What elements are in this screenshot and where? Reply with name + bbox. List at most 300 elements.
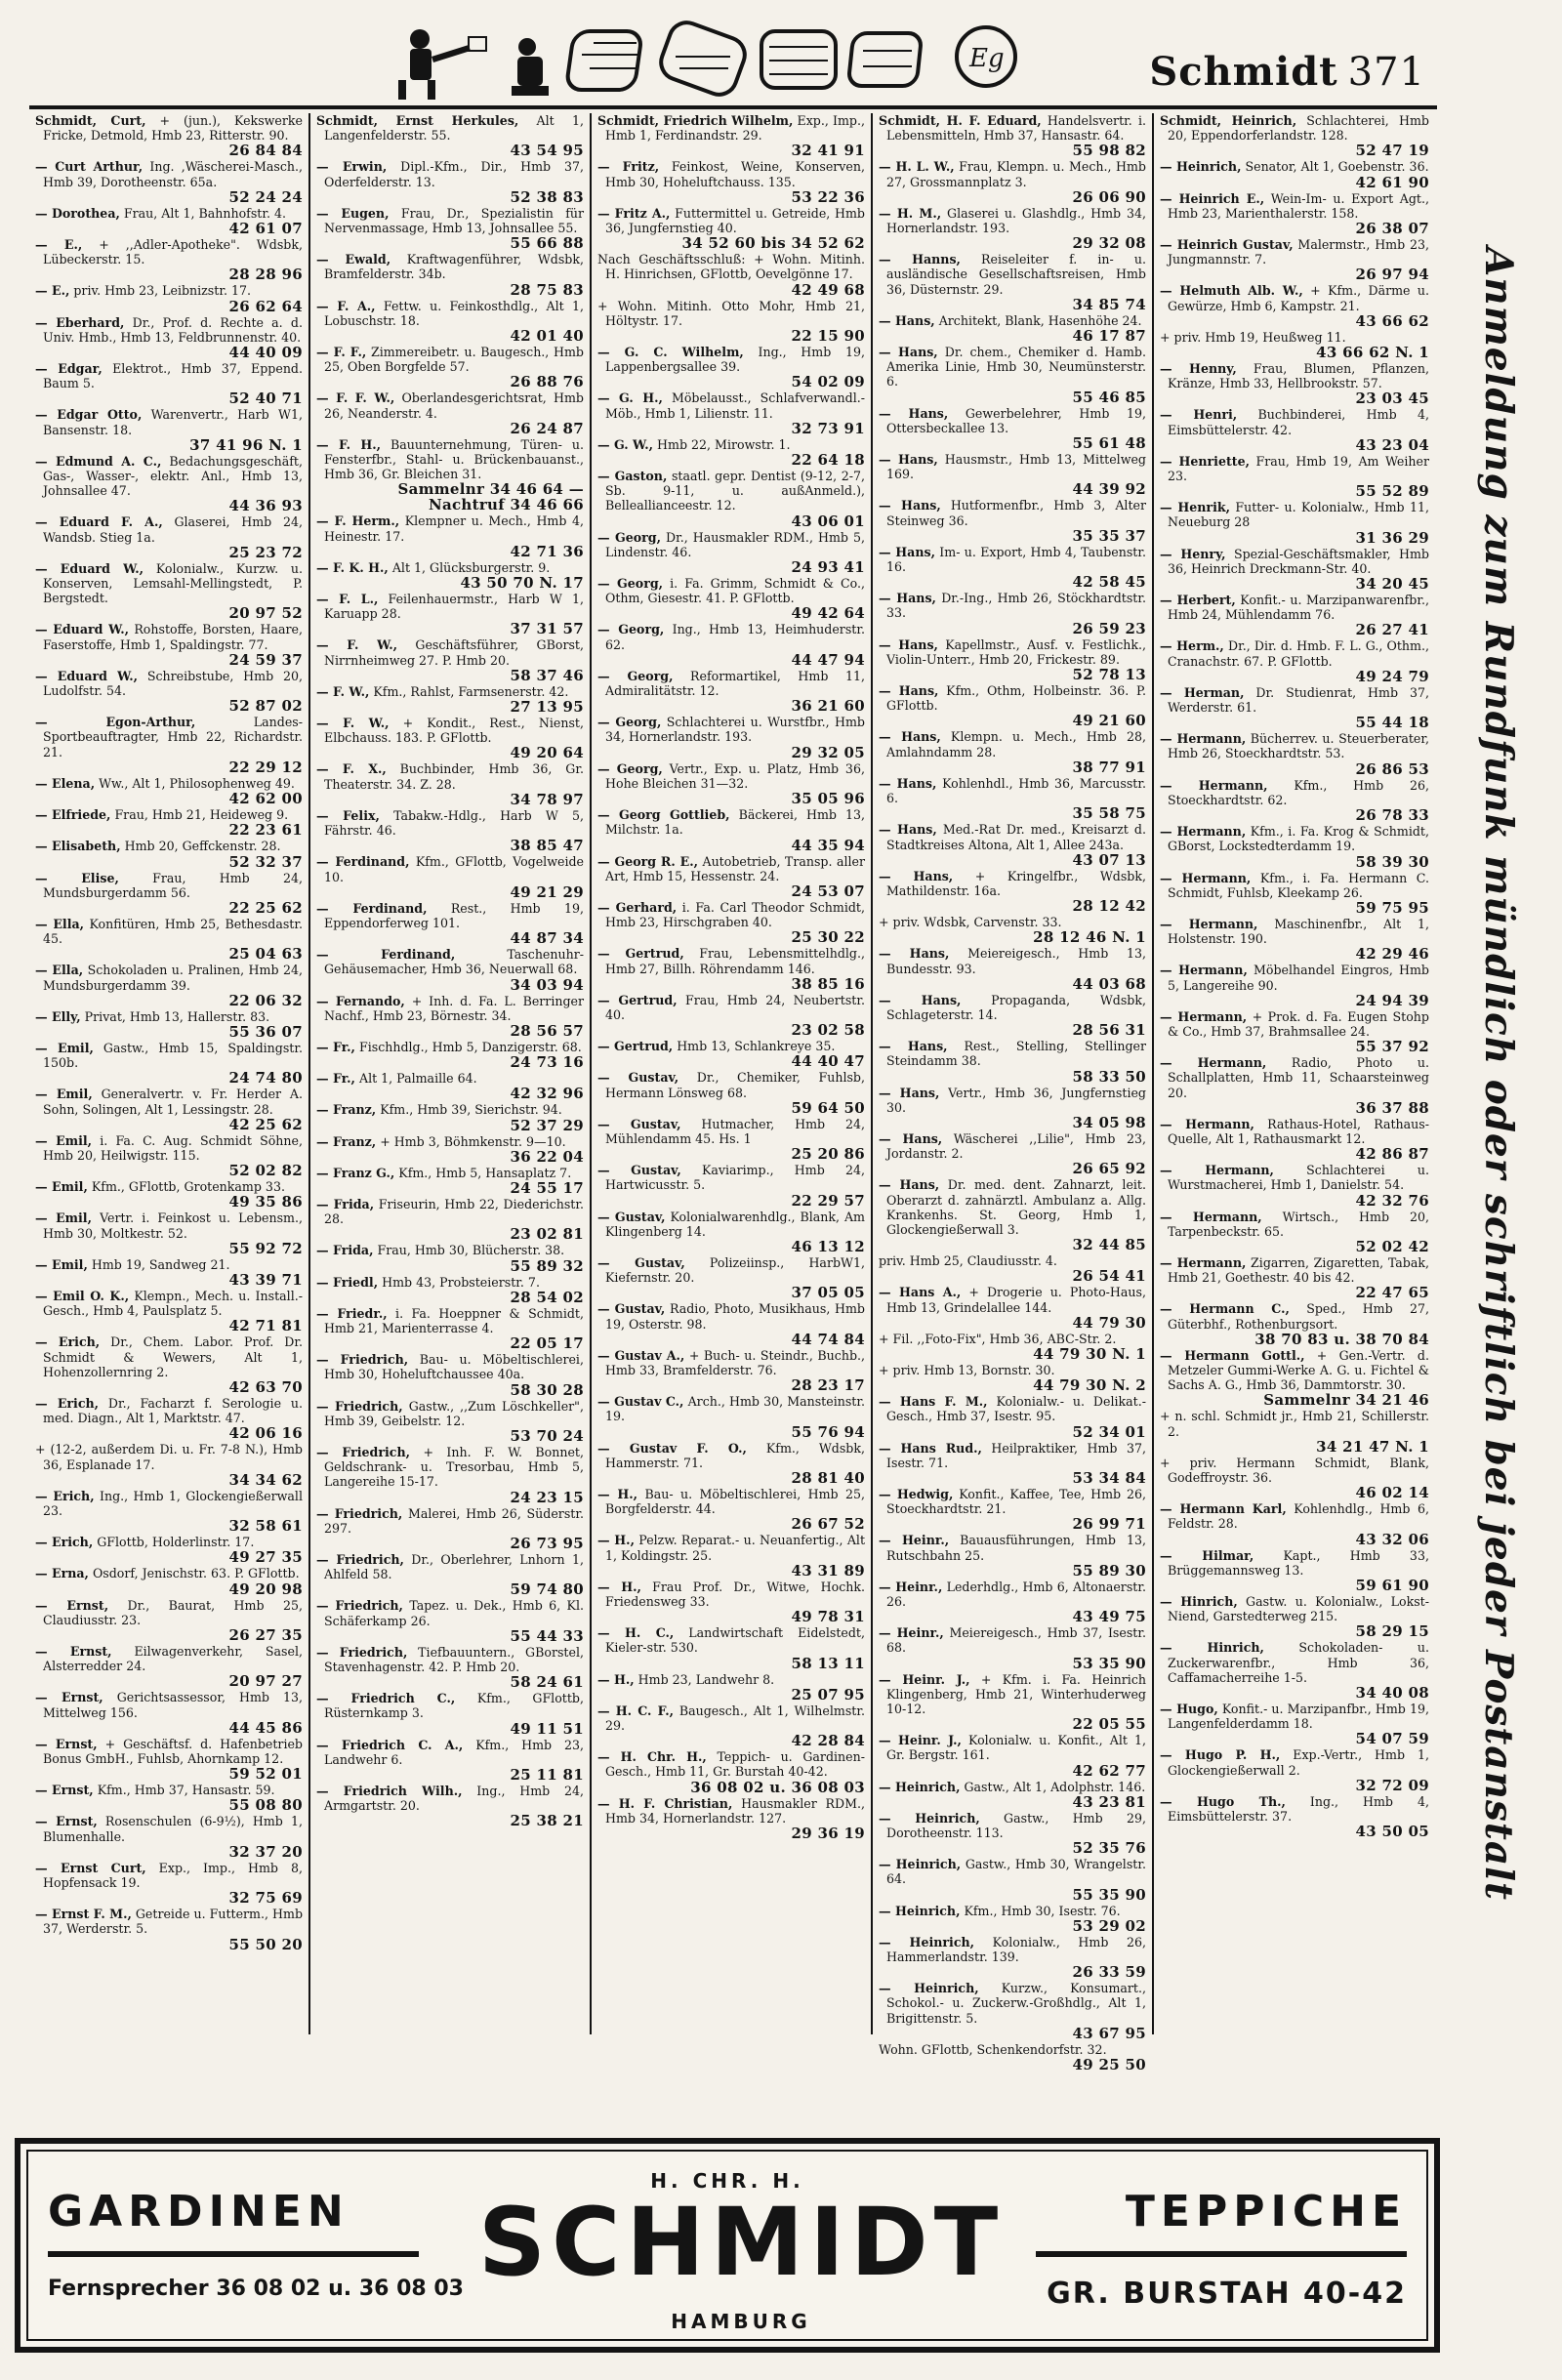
entry-phone: 28 12 46 N. 1: [1033, 928, 1146, 947]
entry-name: — Heinrich,: [879, 1857, 962, 1872]
entry-phone: 49 35 86: [228, 1193, 303, 1211]
entry-name: — Ferdinand,: [316, 854, 410, 870]
entry-name: — H. F. Christian,: [597, 1795, 733, 1811]
entry-name: — Friedrich C.,: [316, 1691, 456, 1706]
directory-column-5: [1154, 113, 1435, 2034]
entry-details: Schokoladen- u. Zuckerwarenfbr., Hmb 36, Caffamacherreihe 1-5.: [1168, 1640, 1429, 1685]
entry-details: Senator, Alt 1, Goebenstr. 36.: [1245, 159, 1429, 175]
directory-entry: [1160, 1456, 1429, 1500]
entry-name: — Eberhard,: [35, 314, 125, 330]
directory-entry: [1160, 1594, 1429, 1639]
entry-phone: 24 23 15: [510, 1488, 584, 1506]
directory-entry: [879, 915, 1146, 945]
entry-details: Hmb 22, Mirowstr. 1.: [657, 436, 791, 452]
entry-name: — Henriette,: [1160, 453, 1251, 469]
entry-details: Wein-Im- u. Export Agt., Hmb 23, Marienthalerstr. 158.: [1168, 190, 1429, 221]
directory-entry: [879, 993, 1146, 1038]
directory-entry: [316, 1102, 584, 1132]
directory-entry: [1160, 1702, 1429, 1746]
entry-name: — Henry,: [1160, 546, 1226, 561]
directory-entry: [316, 901, 584, 946]
entry-phone: 55 92 72: [228, 1239, 303, 1257]
entry-phone: 34 34 62: [228, 1470, 303, 1489]
directory-entry: [879, 406, 1146, 451]
entry-phone: 26 67 52: [791, 1515, 865, 1534]
entry-details: Frau, Hmb 24, Neubertstr. 40.: [605, 992, 865, 1022]
directory-entry: [879, 1935, 1146, 1980]
entry-name: — Elfriede,: [35, 807, 111, 823]
directory-entry: [316, 1506, 584, 1551]
entry-phone: 49 27 35: [228, 1548, 303, 1567]
directory-entry: [316, 437, 584, 513]
entry-details: Schlachterei, Hmb 20, Eppendorferlandstr. 128.: [1168, 113, 1429, 144]
directory-entry: [35, 1783, 303, 1813]
entry-details: + Geschäftsf. d. Hafenbetrieb Bonus GmbH., Fuhlsb, Ahornkamp 12.: [43, 1736, 303, 1767]
entry-phone: 42 61 90: [1355, 173, 1429, 191]
directory-entry: [1160, 1409, 1429, 1454]
entry-phone: 53 22 36: [791, 187, 865, 206]
entry-phone: 32 72 09: [1355, 1776, 1429, 1794]
entry-details: priv. Hmb 23, Leibnizstr. 17.: [73, 283, 252, 299]
directory-entry: [316, 206, 584, 251]
running-head: [1149, 49, 1425, 95]
directory-entry: [316, 390, 584, 435]
entry-details: priv. Hmb 25, Claudiusstr. 4.: [879, 1253, 1057, 1269]
directory-entry: [35, 561, 303, 622]
entry-phone: 38 85 47: [510, 837, 584, 855]
directory-entry: [597, 1070, 865, 1115]
entry-details: Frau, Hmb 30, Blücherstr. 38.: [377, 1243, 565, 1258]
entry-details: Architekt, Blank, Hasenhöhe 24.: [938, 312, 1142, 328]
directory-column-2: [310, 113, 592, 2034]
entry-name: — Erich,: [35, 1334, 101, 1350]
entry-name: — Elise,: [35, 870, 119, 885]
entry-details: Dr., Facharzt f. Serologie u. med. Diagn., Alt 1, Marktstr. 47.: [43, 1395, 303, 1426]
entry-details: Lederhdlg., Hmb 6, Altonaerstr. 26.: [886, 1579, 1146, 1609]
ad-right-rule: [1036, 2251, 1407, 2257]
entry-details: + priv. Hmb 19, Heußweg 11.: [1160, 329, 1346, 345]
directory-entry: [879, 729, 1146, 774]
entry-phone: 44 40 09: [228, 344, 303, 362]
entry-details: Geschäftsführer, GBorst, Nirrnheimweg 27. P. Hmb 20.: [324, 637, 584, 668]
entry-name: — Gustav,: [597, 1254, 685, 1270]
entry-phone: 53 70 24: [510, 1426, 584, 1445]
entry-phone: 34 21 47 N. 1: [1316, 1437, 1429, 1456]
entry-details: Fischhdlg., Hmb 5, Danzigerstr. 68.: [358, 1039, 582, 1054]
entry-name: — Hans,: [879, 452, 938, 468]
directory-entry: [597, 1672, 865, 1703]
directory-entry: [879, 1981, 1146, 2041]
entry-details: Kfm., Hmb 5, Hansaplatz 7.: [398, 1165, 572, 1180]
entry-phone: 52 38 83: [510, 187, 584, 206]
svg-text:Eg: Eg: [969, 44, 1005, 73]
entry-phone: 28 75 83: [510, 280, 584, 299]
entry-phone: 55 98 82: [1072, 142, 1146, 160]
directory-entry: [35, 1087, 303, 1131]
directory-entry: [316, 1134, 584, 1165]
entry-phone: 24 55 17: [510, 1178, 584, 1197]
directory-entry: [879, 1811, 1146, 1856]
entry-name: — Hans,: [879, 683, 939, 699]
directory-columns: [29, 113, 1437, 2074]
entry-name: — F. L.,: [316, 592, 379, 607]
directory-entry: [1160, 1640, 1429, 1701]
directory-entry: [35, 776, 303, 806]
entry-phone: 26 27 41: [1355, 621, 1429, 639]
entry-phone: 29 32 05: [791, 743, 865, 761]
entry-details: Kaviarimp., Hmb 24, Hartwicusstr. 5.: [605, 1163, 865, 1193]
entry-details: + Drogerie u. Photo-Haus, Hmb 13, Grindelallee 144.: [886, 1285, 1146, 1315]
entry-details: + (12-2, außerdem Di. u. Fr. 7-8 N.), Hmb 36, Esplanade 17.: [35, 1442, 303, 1472]
directory-entry: [316, 1243, 584, 1273]
entry-name: — Georg,: [597, 529, 661, 545]
entry-name: — Henri,: [1160, 407, 1238, 423]
entry-phone: 44 36 93: [228, 497, 303, 515]
entry-name: — Ernst,: [35, 1690, 103, 1705]
entry-name: — Friedrich Wilh.,: [316, 1784, 463, 1799]
entry-details: Maschinenfbr., Alt 1, Holstenstr. 190.: [1168, 916, 1429, 947]
directory-entry: [597, 299, 865, 344]
entry-details: Reformartikel, Hmb 11, Admiralitätstr. 12.: [605, 668, 865, 699]
directory-entry: [879, 1533, 1146, 1578]
entry-phone: 55 44 33: [510, 1626, 584, 1645]
entry-details: Fettw. u. Feinkosthdlg., Alt 1, Lobuschstr. 18.: [324, 298, 584, 328]
entry-details: Bau- u. Möbeltischlerei, Hmb 30, Hoheluftchaussee 40a.: [324, 1352, 584, 1382]
entry-details: Frau, Hmb 19, Am Weiher 23.: [1168, 453, 1429, 484]
entry-details: Bauunternehmung, Türen- u. Fensterfbr., Stahl- u. Brückenbauanst., Hmb 36, Gr. Bleichen 31.: [324, 436, 584, 482]
entry-name: — Gustav,: [597, 1163, 681, 1178]
entry-details: Buchbinderei, Hmb 4, Eimsbüttelerstr. 42.: [1168, 407, 1429, 437]
entry-phone: 42 32 76: [1355, 1191, 1429, 1210]
entry-phone: 22 64 18: [791, 451, 865, 470]
entry-details: Exp.-Vertr., Hmb 1, Glockengießerwall 2.: [1168, 1747, 1429, 1778]
entry-name: — Hermann,: [1160, 731, 1247, 747]
entry-name: — Hans,: [879, 312, 935, 328]
entry-name: — Hedwig,: [879, 1486, 954, 1501]
entry-phone: 22 05 55: [1072, 1715, 1146, 1734]
directory-entry: [1160, 1163, 1429, 1208]
directory-entry: [316, 1691, 584, 1736]
entry-phone: 22 05 17: [510, 1334, 584, 1353]
directory-entry: [316, 1738, 584, 1783]
page-header: [29, 10, 1435, 107]
entry-phone: 28 81 40: [791, 1468, 865, 1487]
directory-entry: [597, 469, 865, 529]
ad-company-initials: H. CHR. H.: [650, 2169, 804, 2193]
directory-entry: [597, 900, 865, 945]
directory-entry: [597, 622, 865, 667]
entry-name: — Ewald,: [316, 252, 391, 267]
entry-phone: 32 58 61: [228, 1517, 303, 1536]
entry-name: — H. L. W.,: [879, 159, 955, 175]
entry-phone: 42 58 45: [1072, 573, 1146, 592]
entry-details: Frau, Klempn. u. Mech., Hmb 27, Grossmannplatz 3.: [886, 159, 1146, 189]
directory-entry: [316, 1784, 584, 1828]
entry-phone: 42 25 62: [228, 1115, 303, 1133]
directory-entry: [316, 1352, 584, 1397]
entry-name: — Hermann,: [1160, 1209, 1262, 1224]
entry-name: — Ernst,: [35, 1736, 98, 1751]
directory-entry: [879, 591, 1146, 636]
entry-details: Klempn., Mech. u. Install.-Gesch., Hmb 4, Paulsplatz 5.: [43, 1288, 303, 1319]
entry-phone: 59 75 95: [1355, 898, 1429, 917]
directory-entry: [597, 576, 865, 621]
directory-entry: [597, 206, 865, 251]
entry-phone: 46 02 14: [1355, 1484, 1429, 1502]
directory-entry: [1160, 237, 1429, 282]
entry-name: — H.,: [597, 1671, 635, 1687]
entry-name: — Hans,: [879, 544, 935, 559]
directory-entry: [35, 1442, 303, 1487]
directory-entry: [597, 252, 865, 297]
directory-entry: [35, 1009, 303, 1040]
entry-name: — Georg,: [597, 622, 665, 637]
entry-phone: 26 73 95: [510, 1534, 584, 1552]
entry-details: Frau Prof. Dr., Witwe, Hochk. Friedensweg 33.: [605, 1579, 865, 1609]
entry-phone: 55 44 18: [1355, 714, 1429, 732]
directory-entry: [35, 454, 303, 514]
entry-phone: 35 58 75: [1072, 804, 1146, 823]
entry-name: — Heinrich Gustav,: [1160, 237, 1294, 253]
entry-phone: 43 39 71: [228, 1270, 303, 1289]
entry-phone: 25 04 63: [228, 945, 303, 964]
directory-entry: [35, 1334, 303, 1395]
entry-name: — Emil,: [35, 1132, 93, 1148]
entry-phone: 34 05 98: [1072, 1113, 1146, 1131]
directory-entry: [316, 252, 584, 297]
entry-name: — Gertrud,: [597, 992, 678, 1007]
entry-phone: 24 74 80: [228, 1069, 303, 1087]
entry-name: Schmidt, H. F. Eduard,: [879, 113, 1042, 128]
entry-phone: 44 79 30: [1072, 1313, 1146, 1332]
entry-details: Klempn. u. Mech., Hmb 28, Amlahndamm 28.: [886, 729, 1147, 759]
entry-details: Kfm., i. Fa. Hermann C. Schmidt, Fuhlsb, Kleekamp 26.: [1168, 870, 1429, 900]
entry-phone: 31 36 29: [1355, 528, 1429, 547]
entry-phone: 59 52 01: [228, 1765, 303, 1784]
page-number: 371: [1347, 50, 1425, 95]
directory-entry: [35, 1737, 303, 1782]
directory-entry: [597, 1255, 865, 1300]
directory-entry: [1160, 1747, 1429, 1792]
entry-details: + Inh. F. W. Bonnet, Geldschrank- u. Tresorbau, Hmb 5, Langereihe 15-17.: [324, 1444, 584, 1490]
directory-entry: [35, 1257, 303, 1288]
entry-details: Kfm., Hmb 26, Stoeckhardtstr. 62.: [1168, 777, 1429, 807]
entry-phone: 20 97 27: [228, 1672, 303, 1691]
entry-details: Bedachungsgeschäft, Gas-, Wasser-, elektr. Anl., Hmb 13, Johnsallee 47.: [43, 453, 303, 499]
entry-details: Exp., Imp., Hmb 8, Hopfensack 19.: [43, 1860, 303, 1891]
entry-name: — Fritz,: [597, 159, 660, 175]
entry-details: Dr., Dir. d. Hmb. F. L. G., Othm., Cranachstr. 67. P. GFlottb.: [1168, 638, 1429, 669]
entry-phone: 55 89 32: [510, 1256, 584, 1275]
advertisement: [15, 2138, 1440, 2353]
entry-phone: 36 08 02 u. 36 08 03: [690, 1778, 865, 1796]
entry-name: — Hans Rud.,: [879, 1440, 982, 1456]
entry-name: — Hans,: [879, 729, 941, 745]
entry-phone: 23 02 81: [510, 1225, 584, 1244]
ad-teppiche: TEPPICHE: [1125, 2187, 1407, 2236]
entry-details: Möbelausst., Schlafverwandl.-Möb., Hmb 1, Lilienstr. 11.: [605, 390, 865, 421]
entry-name: — H. Chr. H.,: [597, 1749, 707, 1765]
entry-phone: 25 20 86: [791, 1145, 865, 1164]
entry-details: Kolonialw., Kurzw. u. Konserven, Lemsahl-Mellingstedt, P. Bergstedt.: [43, 560, 303, 606]
directory-entry: [1160, 963, 1429, 1007]
directory-entry: [316, 1197, 584, 1242]
directory-entry: [597, 1441, 865, 1486]
entry-name: — Fr.,: [316, 1039, 355, 1054]
entry-name: — Heinrich,: [1160, 159, 1242, 175]
entry-name: Schmidt, Heinrich,: [1160, 113, 1297, 128]
entry-phone: 26 24 87: [510, 419, 584, 437]
entry-details: Glaserei, Hmb 24, Wandsb. Stieg 1a.: [43, 514, 303, 545]
entry-name: — Heinr. J.,: [879, 1733, 962, 1748]
directory-entry: [35, 807, 303, 838]
entry-details: Oberlandesgerichtsrat, Hmb 26, Neanderstr. 4.: [324, 390, 584, 421]
entry-phone: 49 20 98: [228, 1580, 303, 1598]
entry-name: — E.,: [35, 237, 83, 253]
entry-details: + priv. Hmb 13, Bornstr. 30.: [879, 1362, 1055, 1377]
entry-details: Wirtsch., Hmb 20, Tarpenbeckstr. 65.: [1168, 1209, 1429, 1239]
directory-entry: [316, 854, 584, 899]
entry-phone: 59 61 90: [1355, 1577, 1429, 1594]
directory-entry: [1160, 1348, 1429, 1409]
entry-phone: 23 02 58: [791, 1021, 865, 1040]
directory-entry: [879, 313, 1146, 344]
entry-phone: 26 99 71: [1072, 1515, 1146, 1534]
directory-entry: [879, 206, 1146, 251]
entry-name: — Hans,: [879, 946, 950, 962]
entry-name: Schmidt, Curt,: [35, 113, 146, 128]
entry-phone: 26 62 64: [228, 297, 303, 315]
entry-details: + Fil. ,,Foto-Fix", Hmb 36, ABC-Str. 2.: [879, 1331, 1117, 1346]
entry-name: — E.,: [35, 283, 70, 299]
entry-phone: 49 25 50: [1072, 2056, 1146, 2074]
entry-phone: 43 66 62: [1355, 311, 1429, 330]
entry-phone: 32 37 20: [228, 1842, 303, 1861]
entry-details: Taschenuhr-Gehäusemacher, Hmb 36, Neuerwall 68.: [324, 947, 584, 977]
running-head-name: Schmidt: [1149, 49, 1338, 95]
directory-entry: [35, 1907, 303, 1951]
entry-name: — Hermann,: [1160, 1163, 1274, 1178]
entry-details: Hmb 13, Schlankreye 35.: [677, 1039, 836, 1054]
entry-details: Hutformenfbr., Hmb 3, Alter Steinweg 36.: [886, 498, 1146, 528]
entry-name: — Emil O. K.,: [35, 1288, 130, 1303]
entry-details: Glaserei u. Glashdlg., Hmb 34, Hornerlandstr. 193.: [886, 205, 1147, 236]
entry-details: Bau- u. Möbeltischlerei, Hmb 25, Borgfelderstr. 44.: [605, 1486, 865, 1517]
directory-entry: [1160, 1255, 1429, 1300]
entry-name: — Heinr.,: [879, 1579, 943, 1594]
entry-phone: 43 31 89: [791, 1561, 865, 1580]
ad-gardinen: GARDINEN: [48, 2187, 349, 2236]
entry-phone: 26 59 23: [1072, 619, 1146, 637]
directory-entry: [1160, 1794, 1429, 1839]
entry-phone: 49 21 60: [1072, 712, 1146, 730]
directory-entry: [35, 1041, 303, 1086]
directory-entry: [879, 822, 1146, 867]
entry-details: Tapez. u. Dek., Hmb 6, Kl. Schäferkamp 26.: [324, 1598, 584, 1628]
entry-details: Elektrot., Hmb 37, Eppend. Baum 5.: [43, 361, 303, 391]
directory-entry: [1160, 1301, 1429, 1346]
entry-details: Exp., Imp., Hmb 1, Ferdinandstr. 29.: [605, 113, 865, 144]
entry-name: — Hermann,: [1160, 1116, 1254, 1131]
entry-phone: 28 12 42: [1072, 897, 1146, 916]
entry-name: — Erich,: [35, 1535, 94, 1550]
entry-phone: 44 45 86: [228, 1718, 303, 1737]
entry-details: Dipl.-Kfm., Dir., Hmb 37, Oderfelderstr. 13.: [324, 159, 584, 189]
entry-details: Kfm., GFlottb, Vogelweide 10.: [324, 854, 584, 884]
entry-phone: 55 66 88: [510, 234, 584, 253]
entry-details: Malermstr., Hmb 23, Jungmannstr. 7.: [1168, 237, 1429, 267]
entry-name: — Hans,: [879, 868, 954, 883]
directory-entry: [879, 1039, 1146, 1084]
entry-phone: 28 56 57: [510, 1021, 584, 1040]
entry-phone: 52 34 01: [1072, 1422, 1146, 1441]
directory-entry: [879, 1780, 1146, 1810]
entry-phone: 55 08 80: [228, 1796, 303, 1815]
entry-name: — Hans F. M.,: [879, 1394, 988, 1410]
entry-details: Futter- u. Kolonialw., Hmb 11, Neueburg 28: [1168, 500, 1429, 530]
entry-details: Kfm., Othm, Holbeinstr. 36. P. GFlottb.: [886, 683, 1146, 714]
entry-name: — Heinrich,: [879, 1981, 979, 1996]
directory-entry: [879, 545, 1146, 590]
entry-name: — Herm.,: [1160, 638, 1224, 654]
entry-details: + Gen.-Vertr. d. Metzeler Gummi-Werke A. G. u. Fichtel & Sachs A. G., Hmb 36, Dammtorstr. 30.: [1168, 1347, 1429, 1393]
entry-phone: 43 50 05: [1355, 1823, 1429, 1841]
directory-entry: [597, 530, 865, 575]
directory-entry: [597, 113, 865, 158]
directory-entry: [597, 1487, 865, 1532]
entry-phone: 43 32 06: [1355, 1530, 1429, 1548]
entry-phone: 55 46 85: [1072, 388, 1146, 406]
entry-name: — Georg,: [597, 760, 663, 776]
directory-entry: [35, 1644, 303, 1689]
entry-details: Gastw., Hmb 30, Wrangelstr. 64.: [886, 1857, 1146, 1887]
ad-address: GR. BURSTAH 40-42: [1047, 2277, 1407, 2311]
entry-name: — Erna,: [35, 1566, 89, 1581]
directory-entry: [1160, 330, 1429, 360]
entry-name: — Hermann C.,: [1160, 1301, 1290, 1317]
entry-name: — Hans,: [879, 498, 941, 513]
entry-details: + Inh. d. Fa. L. Berringer Nachf., Hmb 23, Börnestr. 34.: [324, 993, 584, 1023]
directory-entry: [1160, 191, 1429, 236]
entry-name: — Hanns,: [879, 252, 961, 267]
entry-phone: 22 15 90: [791, 327, 865, 346]
entry-phone: 37 41 96 N. 1: [189, 435, 303, 454]
entry-phone: 26 54 41: [1072, 1267, 1146, 1286]
entry-details: Kolonialw.- u. Delikat.-Gesch., Hmb 37, Isestr. 95.: [886, 1394, 1146, 1424]
entry-name: — Hilmar,: [1160, 1547, 1254, 1563]
directory-entry: [597, 1301, 865, 1346]
entry-phone: 25 11 81: [510, 1766, 584, 1785]
directory-entry: [597, 1580, 865, 1624]
entry-phone: 52 40 71: [228, 390, 303, 408]
entry-name: — Heinr.,: [879, 1533, 950, 1548]
directory-entry: [879, 1672, 1146, 1733]
entry-details: Ing., Hmb 19, Lappenbergsallee 39.: [605, 345, 865, 375]
entry-details: Meiereigesch., Hmb 13, Bundesstr. 93.: [886, 946, 1146, 976]
directory-entry: [35, 1289, 303, 1334]
entry-phone: 55 61 48: [1072, 434, 1146, 453]
entry-phone: 53 29 02: [1072, 1916, 1146, 1935]
entry-phone: 58 37 46: [510, 666, 584, 684]
entry-details: Landes-Sportbeauftragter, Hmb 22, Richardstr. 21.: [43, 715, 303, 759]
entry-details: Hmb 19, Sandweg 21.: [91, 1256, 230, 1272]
entry-name: — Eduard F. A.,: [35, 514, 163, 530]
directory-entry: [1160, 1009, 1429, 1054]
entry-name: — Elena,: [35, 775, 96, 791]
entry-phone: 29 32 08: [1072, 234, 1146, 253]
entry-phone: 52 47 19: [1355, 142, 1429, 160]
entry-name: — Fernando,: [316, 993, 405, 1008]
